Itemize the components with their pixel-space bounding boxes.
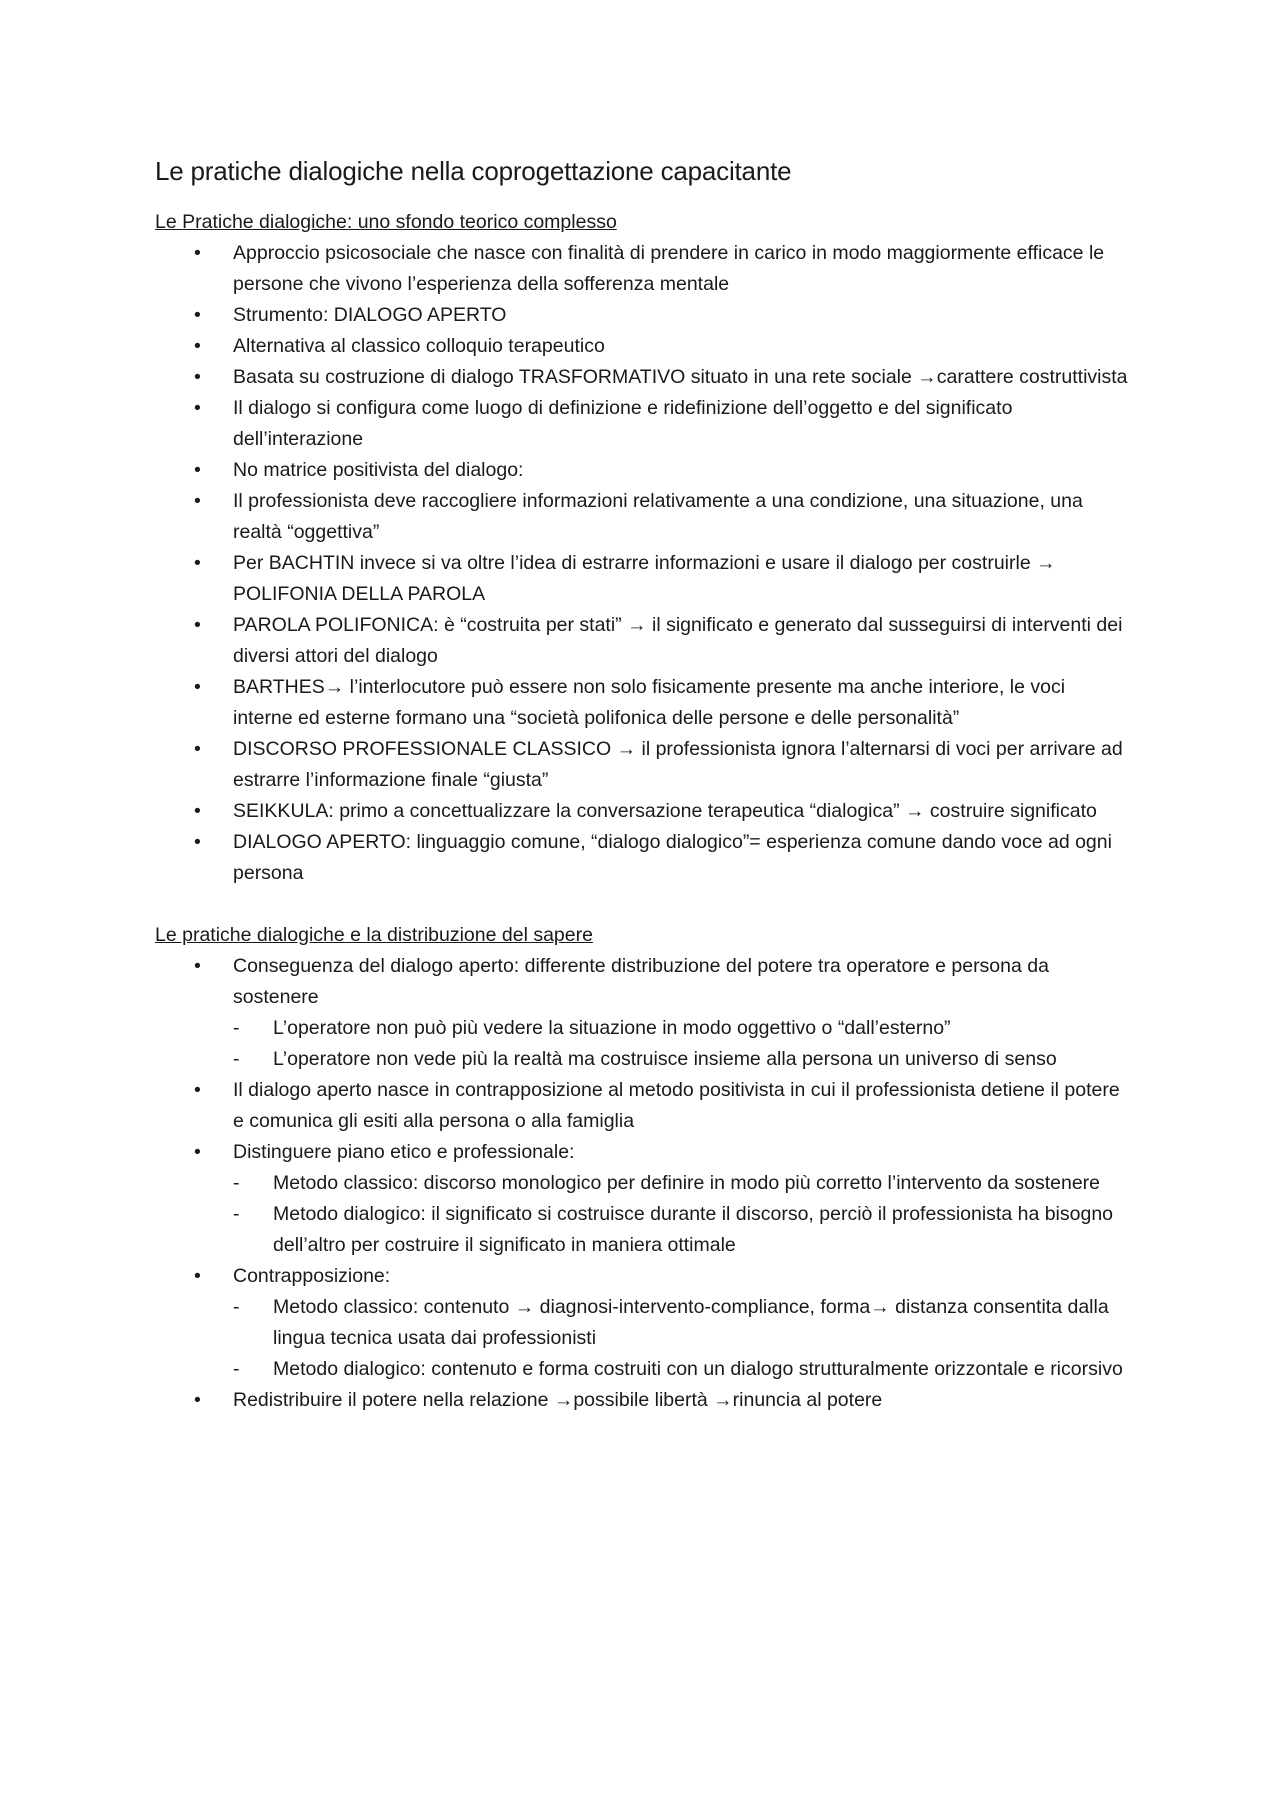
dash-icon: - xyxy=(233,1357,240,1380)
sub-list-item-text: L’operatore non vede più la realtà ma costruisce insieme alla persona un universo di senso xyxy=(273,1047,1057,1070)
bullet-icon: • xyxy=(194,303,201,326)
list-item-text: Per BACHTIN invece si va oltre l’idea di estrarre informazioni e usare il dialogo per costruirle → POLIFONIA DELLA PAROLA xyxy=(233,551,1056,605)
list-item-text: Il dialogo si configura come luogo di definizione e ridefinizione dell’oggetto e del significato dell’interazione xyxy=(233,396,1013,450)
dash-icon: - xyxy=(233,1016,240,1039)
list-item xyxy=(155,1385,1130,1416)
list-item-text: Redistribuire il potere nella relazione →possibile libertà →rinuncia al potere xyxy=(233,1388,883,1411)
list-item-text: Contrapposizione: xyxy=(233,1264,391,1287)
list-item xyxy=(155,393,1130,455)
list-item xyxy=(155,362,1130,393)
bullet-icon: • xyxy=(194,241,201,264)
bullet-icon: • xyxy=(194,1078,201,1101)
bullet-icon: • xyxy=(194,799,201,822)
list-item xyxy=(155,486,1130,548)
list-item xyxy=(155,548,1130,610)
list-item xyxy=(155,1075,1130,1137)
list-item xyxy=(155,331,1130,362)
list-item-text: Il professionista deve raccogliere informazioni relativamente a una condizione, una situazione, una realtà “oggettiva” xyxy=(233,489,1083,543)
list-item xyxy=(155,796,1130,827)
bullet-icon: • xyxy=(194,396,201,419)
list-item-text: Distinguere piano etico e professionale: xyxy=(233,1140,575,1163)
list-item xyxy=(155,672,1130,734)
list-item-text: No matrice positivista del dialogo: xyxy=(233,458,524,481)
bullet-icon: • xyxy=(194,830,201,853)
document-title: Le pratiche dialogiche nella coprogettazione capacitante xyxy=(155,156,792,186)
list-item-text: BARTHES→ l’interlocutore può essere non solo fisicamente presente ma anche interiore, le voci interne ed esterne formano una “società polifonica delle persone e delle personalità” xyxy=(233,675,1066,729)
section-heading-distribuzione-sapere: Le pratiche dialogiche e la distribuzione del sapere xyxy=(155,923,593,946)
list-item-text: Approccio psicosociale che nasce con finalità di prendere in carico in modo maggiormente efficace le persone che vivono l’esperienza della sofferenza mentale xyxy=(233,241,1105,295)
section-heading-pratiche-dialogiche: Le Pratiche dialogiche: uno sfondo teorico complesso xyxy=(155,210,617,233)
list-item-text: Strumento: DIALOGO APERTO xyxy=(233,303,507,326)
sub-list-item xyxy=(233,1354,1130,1385)
dash-icon: - xyxy=(233,1171,240,1194)
sub-list xyxy=(233,1292,1130,1385)
section-spacer xyxy=(155,889,1130,920)
bullet-icon: • xyxy=(194,334,201,357)
list-item-text: SEIKKULA: primo a concettualizzare la conversazione terapeutica “dialogica” → costruire significato xyxy=(233,799,1097,822)
list-item-text: DIALOGO APERTO: linguaggio comune, “dialogo dialogico”= esperienza comune dando voce ad ogni persona xyxy=(233,830,1112,884)
bullet-icon: • xyxy=(194,737,201,760)
list-item-text: Alternativa al classico colloquio terapeutico xyxy=(233,334,605,357)
section2-bullet-list xyxy=(155,951,1130,1416)
list-item-text: Conseguenza del dialogo aperto: differente distribuzione del potere tra operatore e persona da sostenere xyxy=(233,954,1049,1008)
sub-list-item xyxy=(233,1044,1130,1075)
bullet-icon: • xyxy=(194,458,201,481)
bullet-icon: • xyxy=(194,613,201,636)
sub-list xyxy=(233,1013,1130,1075)
bullet-icon: • xyxy=(194,675,201,698)
list-item xyxy=(155,1137,1130,1261)
sub-list-item xyxy=(233,1292,1130,1354)
list-item xyxy=(155,1261,1130,1385)
dash-icon: - xyxy=(233,1047,240,1070)
sub-list-item xyxy=(233,1168,1130,1199)
dash-icon: - xyxy=(233,1202,240,1225)
bullet-icon: • xyxy=(194,954,201,977)
list-item xyxy=(155,300,1130,331)
sub-list-item-text: Metodo classico: contenuto → diagnosi-intervento-compliance, forma→ distanza consentita dalla lingua tecnica usata dai professionisti xyxy=(273,1295,1109,1349)
list-item xyxy=(155,827,1130,889)
list-item xyxy=(155,455,1130,486)
section1-bullet-list xyxy=(155,238,1130,889)
bullet-icon: • xyxy=(194,489,201,512)
sub-list-item xyxy=(233,1013,1130,1044)
sub-list-item xyxy=(233,1199,1130,1261)
sub-list xyxy=(233,1168,1130,1261)
list-item-text: Il dialogo aperto nasce in contrapposizione al metodo positivista in cui il professionista detiene il potere e comunica gli esiti alla persona o alla famiglia xyxy=(233,1078,1120,1132)
sub-list-item-text: Metodo classico: discorso monologico per definire in modo più corretto l’intervento da sostenere xyxy=(273,1171,1101,1194)
bullet-icon: • xyxy=(194,551,201,574)
list-item xyxy=(155,610,1130,672)
bullet-icon: • xyxy=(194,1140,201,1163)
list-item xyxy=(155,238,1130,300)
bullet-icon: • xyxy=(194,365,201,388)
sub-list-item-text: Metodo dialogico: contenuto e forma costruiti con un dialogo strutturalmente orizzontale e ricorsivo xyxy=(273,1357,1123,1380)
list-item-text: PAROLA POLIFONICA: è “costruita per stati” → il significato e generato dal susseguirsi di interventi dei diversi attori del dialogo xyxy=(233,613,1123,667)
sub-list-item-text: Metodo dialogico: il significato si costruisce durante il discorso, perciò il professionista ha bisogno dell’altro per costruire il significato in maniera ottimale xyxy=(273,1202,1114,1256)
list-item-text: Basata su costruzione di dialogo TRASFORMATIVO situato in una rete sociale →carattere costruttivista xyxy=(233,365,1128,388)
dash-icon: - xyxy=(233,1295,240,1318)
bullet-icon: • xyxy=(194,1264,201,1287)
bullet-icon: • xyxy=(194,1388,201,1411)
list-item xyxy=(155,951,1130,1075)
sub-list-item-text: L’operatore non può più vedere la situazione in modo oggettivo o “dall’esterno” xyxy=(273,1016,951,1039)
document-content xyxy=(155,155,1130,1416)
list-item-text: DISCORSO PROFESSIONALE CLASSICO → il professionista ignora l’alternarsi di voci per arrivare ad estrarre l’informazione finale “giusta” xyxy=(233,737,1123,791)
list-item xyxy=(155,734,1130,796)
